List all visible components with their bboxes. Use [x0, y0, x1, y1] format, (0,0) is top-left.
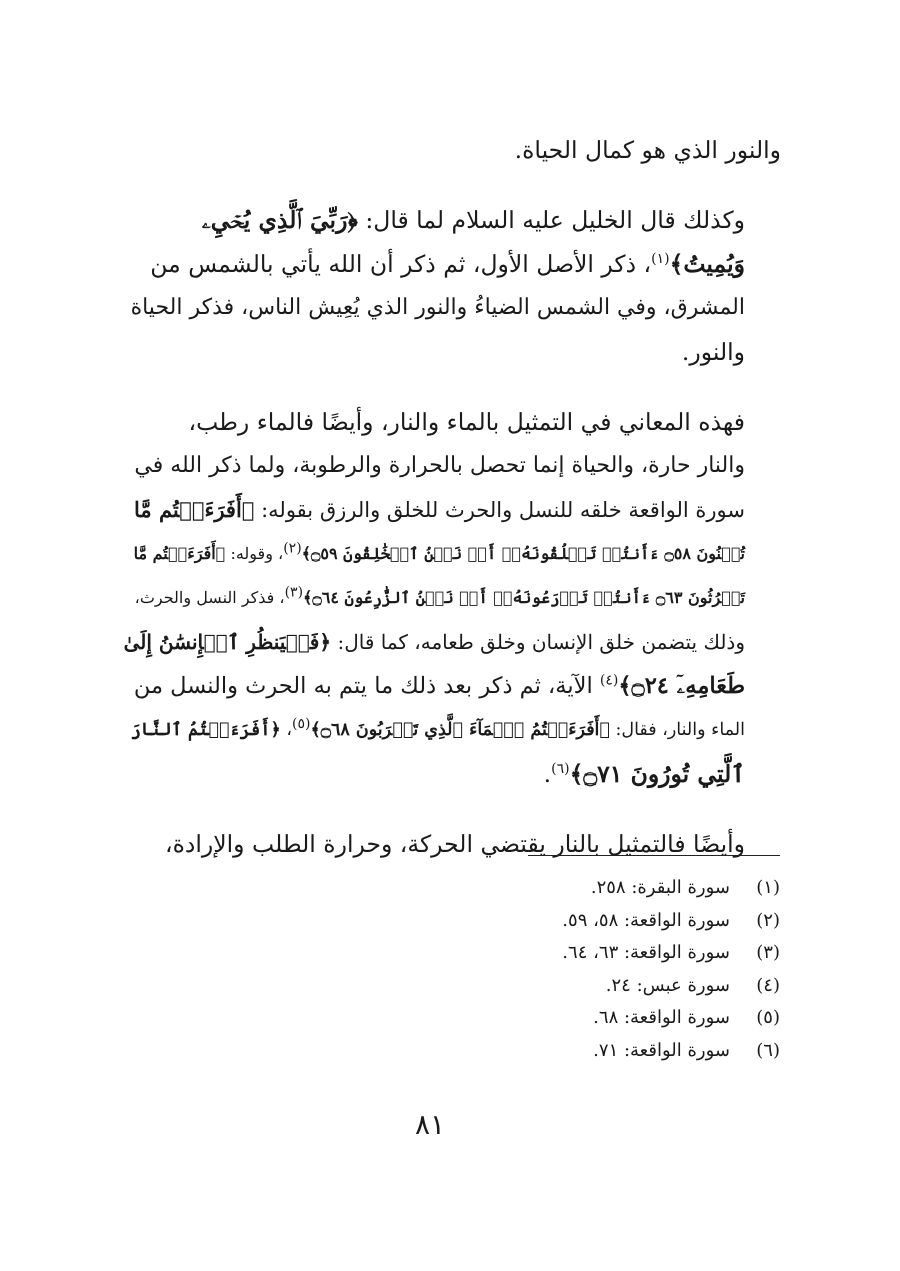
text-line	[123, 444, 781, 488]
quran-verse: تُمۡنُونَ ۝٥٨ ءَأَنتُمۡ تَخۡلُقُونَهُۥٓ أَمۡ نَحۡنُ ٱلۡخَٰلِقُونَ ۝٥٩﴾	[301, 544, 745, 563]
page-number: ٨١	[414, 1108, 446, 1141]
text-line	[123, 488, 781, 532]
footnote-number: (٥)	[756, 1007, 780, 1028]
text-line	[123, 752, 781, 796]
paragraph-3	[123, 400, 781, 796]
text-run: فهذه المعاني في التمثيل بالماء والنار، وأيضًا فالماء رطب،	[188, 408, 745, 436]
quran-verse: ﴿أَفَرَءَيۡتُمُ ٱلۡمَآءَ ٱلَّذِي تَشۡرَبُونَ ۝٦٨﴾	[310, 720, 610, 740]
quran-verse: ﴿أَفَرَءَيۡتُم مَّا	[134, 497, 255, 522]
footnote-number: (٣)	[756, 942, 780, 963]
text-run: ، ذكر الأصل الأول، ثم ذكر أن الله يأتي بالشمس من	[150, 250, 652, 278]
footnote-number: (٤)	[756, 974, 780, 996]
text-run: الماء والنار، فقال:	[609, 720, 745, 740]
footnote-ref[interactable]: (٤)	[599, 672, 619, 689]
footnote-ref[interactable]: (٣)	[284, 584, 304, 601]
footnote-text: سورة البقرة: ٢٥٨.	[590, 877, 730, 898]
text-line	[123, 620, 781, 664]
footnote-item	[300, 905, 780, 938]
text-line	[123, 532, 781, 576]
footnote-item	[300, 1035, 780, 1068]
text-line	[123, 242, 781, 286]
quran-verse: وَيُمِيتُ﴾	[669, 250, 745, 278]
text-line	[123, 286, 781, 330]
text-line	[123, 400, 781, 444]
text-line	[123, 198, 781, 242]
quran-verse: ﴿أَفَرَءَيۡتُمُ ٱلنَّارَ	[130, 720, 281, 740]
footnote-number: (٢)	[756, 909, 780, 931]
text-run: سورة الواقعة خلقه للنسل والحرث للخلق والرزق بقوله:	[254, 498, 745, 522]
footnote-ref[interactable]: (٥)	[292, 716, 311, 733]
quran-verse: ٱلَّتِي تُورُونَ ۝٧١﴾	[569, 760, 745, 788]
footnote-divider	[528, 855, 780, 856]
text-run: الآية، ثم ذكر بعد ذلك ما يتم به الحرث والنسل من	[133, 673, 600, 699]
main-text	[123, 128, 781, 866]
paragraph-1	[123, 128, 781, 172]
footnote-item	[300, 872, 780, 905]
quran-verse: ﴿فَلۡيَنظُرِ ٱلۡإِنسَٰنُ إِلَىٰ	[123, 630, 332, 654]
text-line	[123, 128, 781, 172]
text-run: وأيضًا فالتمثيل بالنار يقتضي الحركة، وحرارة الطلب والإرادة،	[165, 830, 745, 858]
footnote-text: سورة الواقعة: ٦٣، ٦٤.	[562, 942, 730, 963]
footnote-text: سورة عبس: ٢٤.	[605, 974, 730, 996]
text-run: المشرق، وفي الشمس الضياءُ والنور الذي يُعِيش الناس، فذكر الحياة	[130, 295, 745, 320]
text-run: وكذلك قال الخليل عليه السلام لما قال:	[357, 206, 745, 234]
footnote-text: سورة الواقعة: ٥٨، ٥٩.	[562, 909, 730, 931]
paragraph-4	[123, 822, 781, 866]
text-line	[123, 708, 781, 752]
text-run: ، فذكر النسل والحرث،	[134, 588, 285, 607]
footnote-text: سورة الواقعة: ٧١.	[593, 1039, 730, 1061]
text-run: .	[543, 760, 552, 788]
text-line	[123, 664, 781, 708]
footnote-ref[interactable]: (١)	[651, 251, 670, 268]
footnotes	[300, 872, 780, 1067]
quran-verse: تَحۡرُثُونَ ۝٦٣ ءَأَنتُمۡ تَزۡرَعُونَهُۥٓ أَمۡ نَحۡنُ ٱلزَّٰرِعُونَ ۝٦٤﴾	[303, 588, 745, 607]
footnote-item	[300, 970, 780, 1003]
quran-verse: ﴿رَبِّيَ ٱلَّذِي يُحۡيِۦ	[201, 206, 358, 234]
quran-verse: طَعَامِهِۦٓ ۝٢٤﴾	[618, 673, 745, 699]
text-run: ،	[280, 720, 293, 740]
footnote-number: (٦)	[756, 1039, 780, 1061]
footnote-number: (١)	[756, 877, 780, 898]
text-run: وذلك يتضمن خلق الإنسان وخلق طعامه، كما قال:	[331, 630, 745, 654]
paragraph-2	[123, 198, 781, 374]
text-run: والنور.	[681, 338, 745, 366]
footnote-text: سورة الواقعة: ٦٨.	[593, 1007, 730, 1028]
footnote-ref[interactable]: (٢)	[283, 540, 302, 557]
text-run: ، وقوله:	[225, 544, 284, 563]
text-run: والنور الذي هو كمال الحياة.	[514, 136, 781, 164]
text-line	[123, 822, 781, 866]
footnote-ref[interactable]: (٦)	[551, 761, 570, 778]
text-line	[123, 576, 781, 620]
text-run: والنار حارة، والحياة إنما تحصل بالحرارة والرطوبة، ولما ذكر الله في	[134, 453, 745, 478]
footnote-item	[300, 937, 780, 970]
footnote-item	[300, 1002, 780, 1035]
text-line	[123, 330, 781, 374]
quran-verse: ﴿أَفَرَءَيۡتُم مَّا	[133, 544, 226, 563]
